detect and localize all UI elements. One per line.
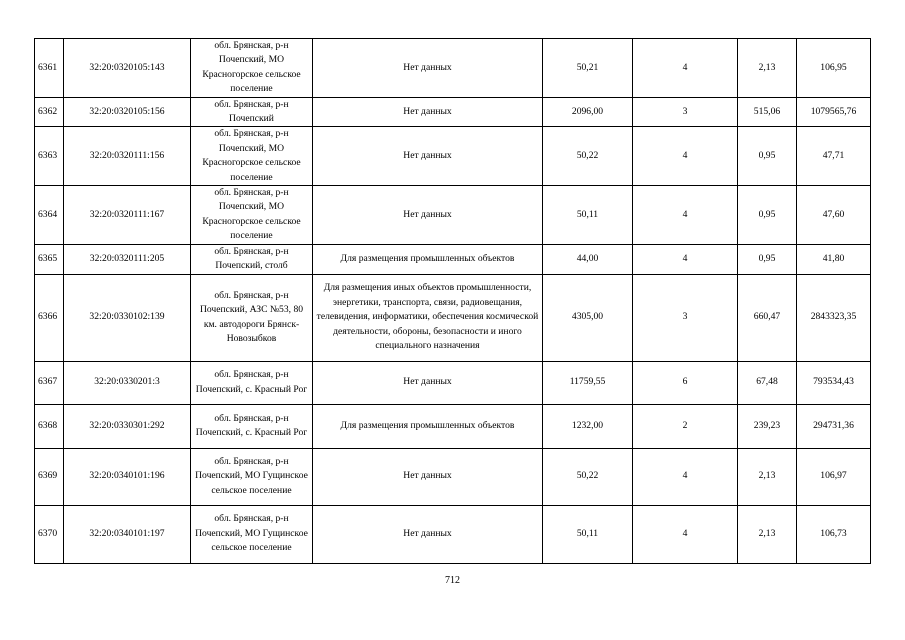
usage-cell: Для размещения иных объектов промышленности, энергетики, транспорта, связи, радиовещания, телевидения, информатики, обеспечения космической деятельности, обороны, безопасности и иного специального назначения — [313, 274, 543, 361]
row-number: 6365 — [35, 244, 64, 274]
area-cell: 50,11 — [543, 186, 633, 245]
group-cell: 4 — [633, 186, 738, 245]
value-cell: 47,60 — [797, 186, 871, 245]
usage-cell: Нет данных — [313, 97, 543, 127]
area-cell: 50,22 — [543, 448, 633, 505]
area-cell: 50,22 — [543, 127, 633, 186]
usage-cell: Для размещения промышленных объектов — [313, 244, 543, 274]
cadastral-number: 32:20:0320111:205 — [64, 244, 191, 274]
area-cell: 50,21 — [543, 39, 633, 98]
rate-cell: 515,06 — [738, 97, 797, 127]
area-cell: 2096,00 — [543, 97, 633, 127]
table-row — [35, 505, 871, 563]
cadastral-number: 32:20:0340101:196 — [64, 448, 191, 505]
address-cell: обл. Брянская, р-н Почепский, МО Красногорское сельское поселение — [191, 186, 313, 245]
cadastral-number: 32:20:0320111:156 — [64, 127, 191, 186]
rate-cell: 67,48 — [738, 361, 797, 404]
address-cell: обл. Брянская, р-н Почепский, АЗС №53, 80 км. автодороги Брянск-Новозыбков — [191, 274, 313, 361]
usage-cell: Нет данных — [313, 127, 543, 186]
group-cell: 6 — [633, 361, 738, 404]
rate-cell: 2,13 — [738, 505, 797, 563]
cadastral-number: 32:20:0330201:3 — [64, 361, 191, 404]
address-cell: обл. Брянская, р-н Почепский, МО Красногорское сельское поселение — [191, 39, 313, 98]
value-cell: 41,80 — [797, 244, 871, 274]
value-cell: 106,95 — [797, 39, 871, 98]
address-cell: обл. Брянская, р-н Почепский, с. Красный Рог — [191, 404, 313, 448]
group-cell: 3 — [633, 274, 738, 361]
rate-cell: 660,47 — [738, 274, 797, 361]
row-number: 6367 — [35, 361, 64, 404]
usage-cell: Нет данных — [313, 39, 543, 98]
row-number: 6361 — [35, 39, 64, 98]
table-row — [35, 274, 871, 361]
rate-cell: 0,95 — [738, 127, 797, 186]
table-row — [35, 361, 871, 404]
cadastral-number: 32:20:0330102:139 — [64, 274, 191, 361]
value-cell: 47,71 — [797, 127, 871, 186]
area-cell: 50,11 — [543, 505, 633, 563]
usage-cell: Нет данных — [313, 186, 543, 245]
usage-cell: Нет данных — [313, 361, 543, 404]
usage-cell: Нет данных — [313, 448, 543, 505]
group-cell: 4 — [633, 244, 738, 274]
value-cell: 2843323,35 — [797, 274, 871, 361]
table-row — [35, 244, 871, 274]
rate-cell: 2,13 — [738, 448, 797, 505]
cadastral-registry-table — [34, 38, 871, 564]
address-cell: обл. Брянская, р-н Почепский, МО Гущинское сельское поселение — [191, 448, 313, 505]
cadastral-number: 32:20:0340101:197 — [64, 505, 191, 563]
table-row — [35, 448, 871, 505]
value-cell: 294731,36 — [797, 404, 871, 448]
value-cell: 793534,43 — [797, 361, 871, 404]
row-number: 6368 — [35, 404, 64, 448]
row-number: 6370 — [35, 505, 64, 563]
row-number: 6366 — [35, 274, 64, 361]
value-cell: 106,73 — [797, 505, 871, 563]
cadastral-number: 32:20:0320105:143 — [64, 39, 191, 98]
value-cell: 1079565,76 — [797, 97, 871, 127]
page-number: 712 — [445, 575, 460, 586]
row-number: 6364 — [35, 186, 64, 245]
group-cell: 4 — [633, 127, 738, 186]
address-cell: обл. Брянская, р-н Почепский — [191, 97, 313, 127]
area-cell: 44,00 — [543, 244, 633, 274]
row-number: 6369 — [35, 448, 64, 505]
group-cell: 2 — [633, 404, 738, 448]
rate-cell: 239,23 — [738, 404, 797, 448]
group-cell: 4 — [633, 448, 738, 505]
group-cell: 3 — [633, 97, 738, 127]
area-cell: 11759,55 — [543, 361, 633, 404]
cadastral-number: 32:20:0330301:292 — [64, 404, 191, 448]
row-number: 6363 — [35, 127, 64, 186]
cadastral-number: 32:20:0320105:156 — [64, 97, 191, 127]
row-number: 6362 — [35, 97, 64, 127]
table-row — [35, 127, 871, 186]
table-row — [35, 39, 871, 98]
rate-cell: 0,95 — [738, 244, 797, 274]
address-cell: обл. Брянская, р-н Почепский, МО Гущинское сельское поселение — [191, 505, 313, 563]
table-row — [35, 186, 871, 245]
cadastral-number: 32:20:0320111:167 — [64, 186, 191, 245]
address-cell: обл. Брянская, р-н Почепский, МО Красногорское сельское поселение — [191, 127, 313, 186]
rate-cell: 0,95 — [738, 186, 797, 245]
group-cell: 4 — [633, 39, 738, 98]
value-cell: 106,97 — [797, 448, 871, 505]
area-cell: 4305,00 — [543, 274, 633, 361]
rate-cell: 2,13 — [738, 39, 797, 98]
usage-cell: Для размещения промышленных объектов — [313, 404, 543, 448]
table-row — [35, 97, 871, 127]
area-cell: 1232,00 — [543, 404, 633, 448]
address-cell: обл. Брянская, р-н Почепский, с. Красный Рог — [191, 361, 313, 404]
address-cell: обл. Брянская, р-н Почепский, столб — [191, 244, 313, 274]
table-row — [35, 404, 871, 448]
group-cell: 4 — [633, 505, 738, 563]
usage-cell: Нет данных — [313, 505, 543, 563]
